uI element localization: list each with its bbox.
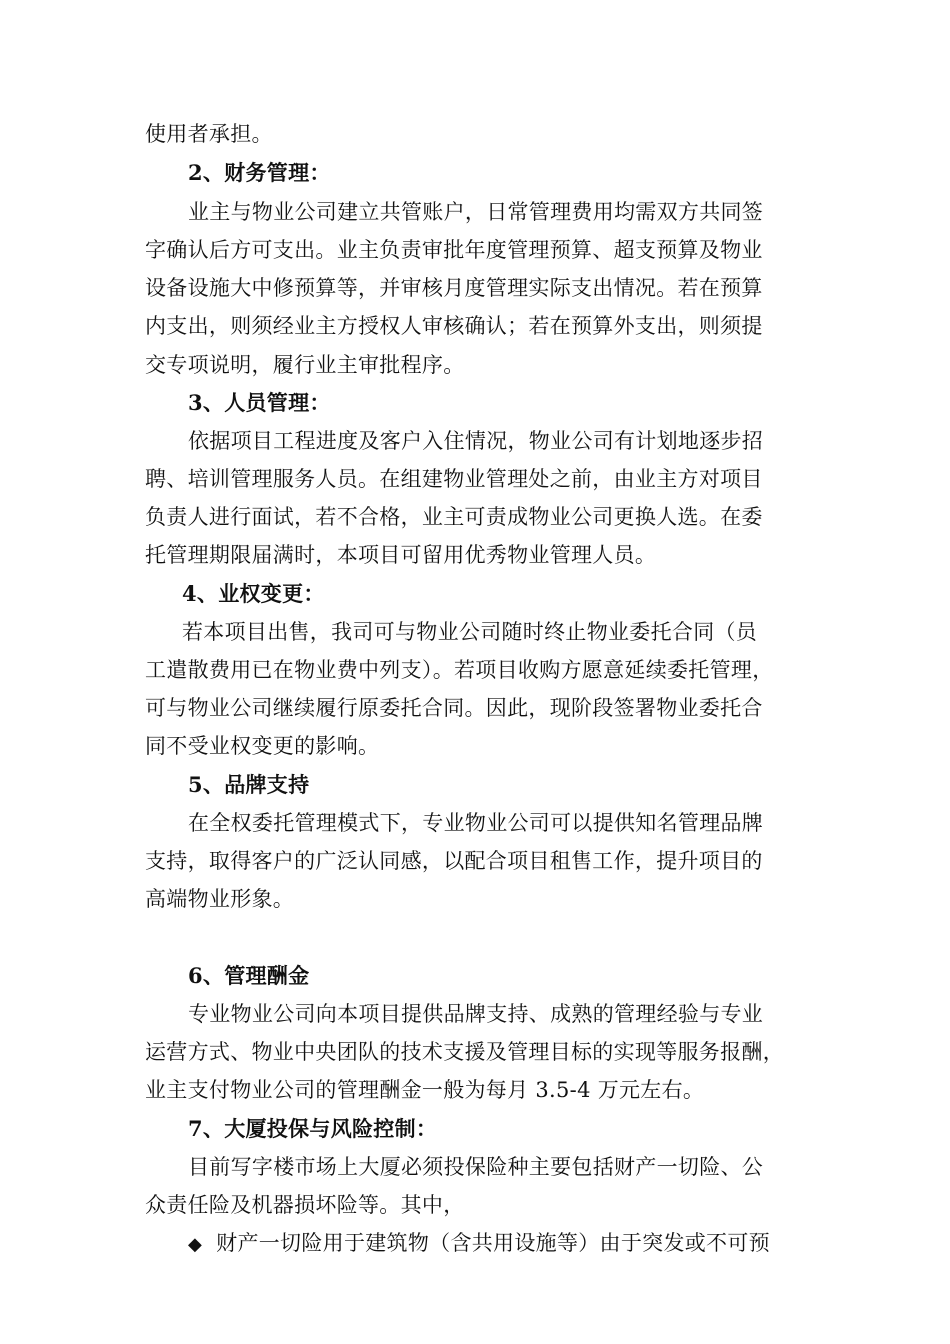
paragraph-line: 高端物业形象。 <box>145 887 295 911</box>
diamond-bullet-icon: ◆ <box>188 1234 203 1255</box>
paragraph-line: 交专项说明，履行业主审批程序。 <box>145 353 465 377</box>
section-heading-brand: 5、品牌支持 <box>188 772 310 797</box>
section-heading-remuneration: 6、管理酬金 <box>188 963 310 988</box>
section-heading-ownership: 4、业权变更： <box>182 581 325 606</box>
paragraph-line: 依据项目工程进度及客户入住情况，物业公司有计划地逐步招 <box>188 429 764 453</box>
paragraph-line: 众责任险及机器损坏险等。其中， <box>145 1193 465 1217</box>
paragraph-line: 设备设施大中修预算等，并审核月度管理实际支出情况。若在预算 <box>145 276 763 300</box>
paragraph-line: 负责人进行面试，若不合格，业主可责成物业公司更换人选。在委 <box>145 505 763 529</box>
bullet-item <box>188 1228 868 1260</box>
paragraph-line: 内支出，则须经业主方授权人审核确认；若在预算外支出，则须提 <box>145 314 763 338</box>
section-heading-insurance: 7、大厦投保与风险控制： <box>188 1116 438 1141</box>
paragraph-line: 运营方式、物业中央团队的技术支援及管理目标的实现等服务报酬， <box>145 1040 784 1064</box>
paragraph-line: 同不受业权变更的影响。 <box>145 734 380 758</box>
paragraph-line: 业主支付物业公司的管理酬金一般为每月 3.5-4 万元左右。 <box>145 1078 705 1102</box>
paragraph-line: 可与物业公司继续履行原委托合同。因此，现阶段签署物业委托合 <box>145 696 763 720</box>
paragraph-line: 字确认后方可支出。业主负责审批年度管理预算、超支预算及物业 <box>145 238 763 262</box>
paragraph-line: 专业物业公司向本项目提供品牌支持、成熟的管理经验与专业 <box>188 1002 764 1026</box>
bullet-text: 财产一切险用于建筑物（含共用设施等）由于突发或不可预 <box>216 1231 770 1255</box>
paragraph-line: 托管理期限届满时，本项目可留用优秀物业管理人员。 <box>145 543 657 567</box>
paragraph-line: 工遣散费用已在物业费中列支）。若项目收购方愿意延续委托管理， <box>145 658 774 682</box>
paragraph-line: 聘、培训管理服务人员。在组建物业管理处之前，由业主方对项目 <box>145 467 763 491</box>
paragraph-line: 使用者承担。 <box>145 122 273 146</box>
paragraph-line: 在全权委托管理模式下，专业物业公司可以提供知名管理品牌 <box>188 811 764 835</box>
section-heading-finance: 2、财务管理： <box>188 160 331 185</box>
paragraph-line: 支持，取得客户的广泛认同感，以配合项目租售工作，提升项目的 <box>145 849 763 873</box>
paragraph-line: 业主与物业公司建立共管账户，日常管理费用均需双方共同签 <box>188 200 764 224</box>
paragraph-line: 若本项目出售，我司可与物业公司随时终止物业委托合同（员 <box>182 620 758 644</box>
section-heading-personnel: 3、人员管理： <box>188 390 331 415</box>
paragraph-line: 目前写字楼市场上大厦必须投保险种主要包括财产一切险、公 <box>188 1155 764 1179</box>
